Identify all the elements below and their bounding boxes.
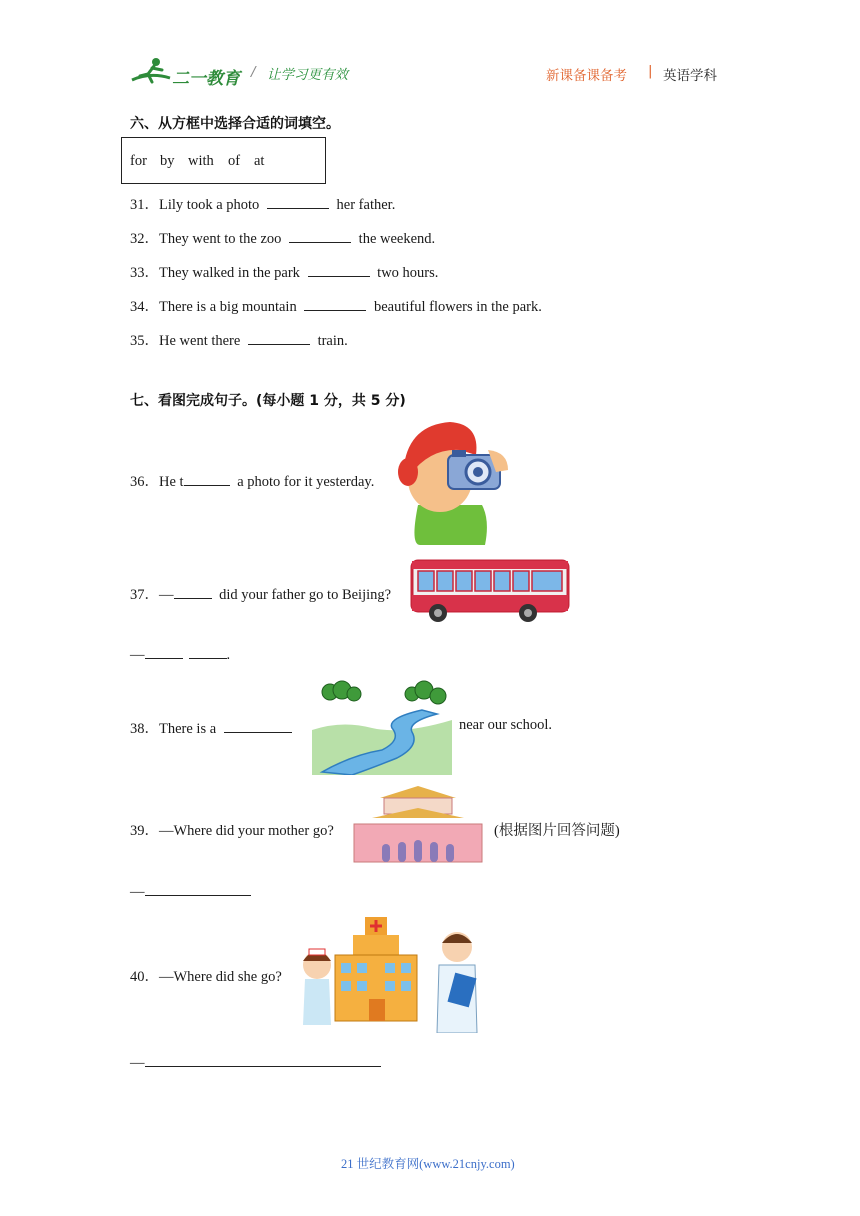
question-33: [130, 261, 438, 282]
word-box: [121, 137, 326, 184]
answer-dash: —: [130, 647, 145, 663]
answer-blank[interactable]: [174, 585, 212, 599]
question-37: [130, 583, 391, 604]
bus-image: [408, 553, 573, 625]
question-39-answer: [130, 882, 251, 901]
header-separator: |: [648, 63, 653, 79]
header-subject: 英语学科: [663, 68, 717, 84]
question-number: 38．: [130, 721, 159, 737]
question-text-after: the weekend.: [355, 231, 436, 247]
hospital-image: [295, 915, 480, 1033]
question-38-after: near our school.: [459, 717, 553, 733]
question-number: 40．: [130, 969, 159, 985]
question-text-after: beautiful flowers in the park.: [370, 299, 542, 315]
boy-with-camera-image: [390, 410, 515, 545]
question-38: [130, 717, 292, 738]
answer-blank[interactable]: [248, 331, 310, 345]
answer-blank[interactable]: [308, 263, 370, 277]
question-number: 31．: [130, 197, 159, 213]
question-number: 35．: [130, 333, 159, 349]
answer-blank[interactable]: [145, 882, 251, 896]
header: [130, 56, 730, 90]
word-box-item: at: [254, 153, 265, 169]
tiananmen-image: [352, 784, 484, 864]
word-box-item: with: [188, 153, 214, 169]
question-number: 32．: [130, 231, 159, 247]
question-number: 39．: [130, 823, 159, 839]
logo-runner-icon: [130, 56, 172, 88]
question-35: [130, 329, 348, 350]
question-40: [130, 965, 282, 986]
answer-end: .: [226, 647, 231, 663]
word-box-item: by: [160, 153, 175, 169]
answer-blank[interactable]: [304, 297, 366, 311]
question-text: —Where did your mother go?: [159, 823, 334, 839]
answer-blank[interactable]: [267, 195, 329, 209]
question-32: [130, 227, 435, 248]
answer-blank[interactable]: [189, 645, 227, 659]
river-image: [312, 680, 457, 775]
section6-title: 六、从方框中选择合适的词填空。: [130, 116, 340, 132]
question-text-after: two hours.: [373, 265, 439, 281]
question-number: 34．: [130, 299, 159, 315]
footer-text[interactable]: 21 世纪教育网(www.21cnjy.com): [341, 1157, 515, 1171]
question-34: [130, 295, 542, 316]
question-number: 36．: [130, 474, 159, 490]
question-text-before: They went to the zoo: [159, 231, 286, 247]
question-number: 33．: [130, 265, 159, 281]
question-text-before: Lily took a photo: [159, 197, 263, 213]
question-39: [130, 819, 334, 840]
header-right-label: 新课备课备考: [546, 68, 627, 84]
answer-dash: —: [130, 1055, 145, 1071]
word-box-item: of: [228, 153, 241, 169]
question-37-answer: [130, 645, 230, 664]
question-text-after: train.: [313, 333, 348, 349]
question-text-before: They walked in the park: [159, 265, 304, 281]
answer-blank[interactable]: [289, 229, 351, 243]
question-text: —Where did she go?: [159, 969, 282, 985]
answer-blank[interactable]: [145, 645, 183, 659]
answer-blank[interactable]: [224, 719, 292, 733]
question-text-after: a photo for it yesterday.: [233, 474, 375, 490]
question-number: 37．: [130, 587, 159, 603]
question-31: [130, 193, 395, 214]
logo-text: 二一教育: [172, 69, 240, 89]
question-text-before: He went there: [159, 333, 244, 349]
question-36: [130, 470, 374, 491]
header-slogan: 让学习更有效: [267, 67, 348, 83]
question-text-before: —: [159, 587, 174, 603]
section7-title: 七、看图完成句子。(每小题 1 分，共 5 分): [130, 393, 406, 409]
question-40-answer: [130, 1053, 381, 1072]
answer-blank[interactable]: [145, 1053, 381, 1067]
question-39-note: (根据图片回答问题): [494, 823, 620, 839]
header-slash: /: [251, 64, 256, 80]
question-text-before: He t: [159, 474, 184, 490]
question-text-after: her father.: [332, 197, 396, 213]
question-text-before: There is a big mountain: [159, 299, 301, 315]
question-text-after: did your father go to Beijing?: [215, 587, 392, 603]
answer-blank[interactable]: [184, 472, 230, 486]
question-text-before: There is a: [159, 721, 220, 737]
answer-dash: —: [130, 884, 145, 900]
word-box-item: for: [130, 153, 147, 169]
